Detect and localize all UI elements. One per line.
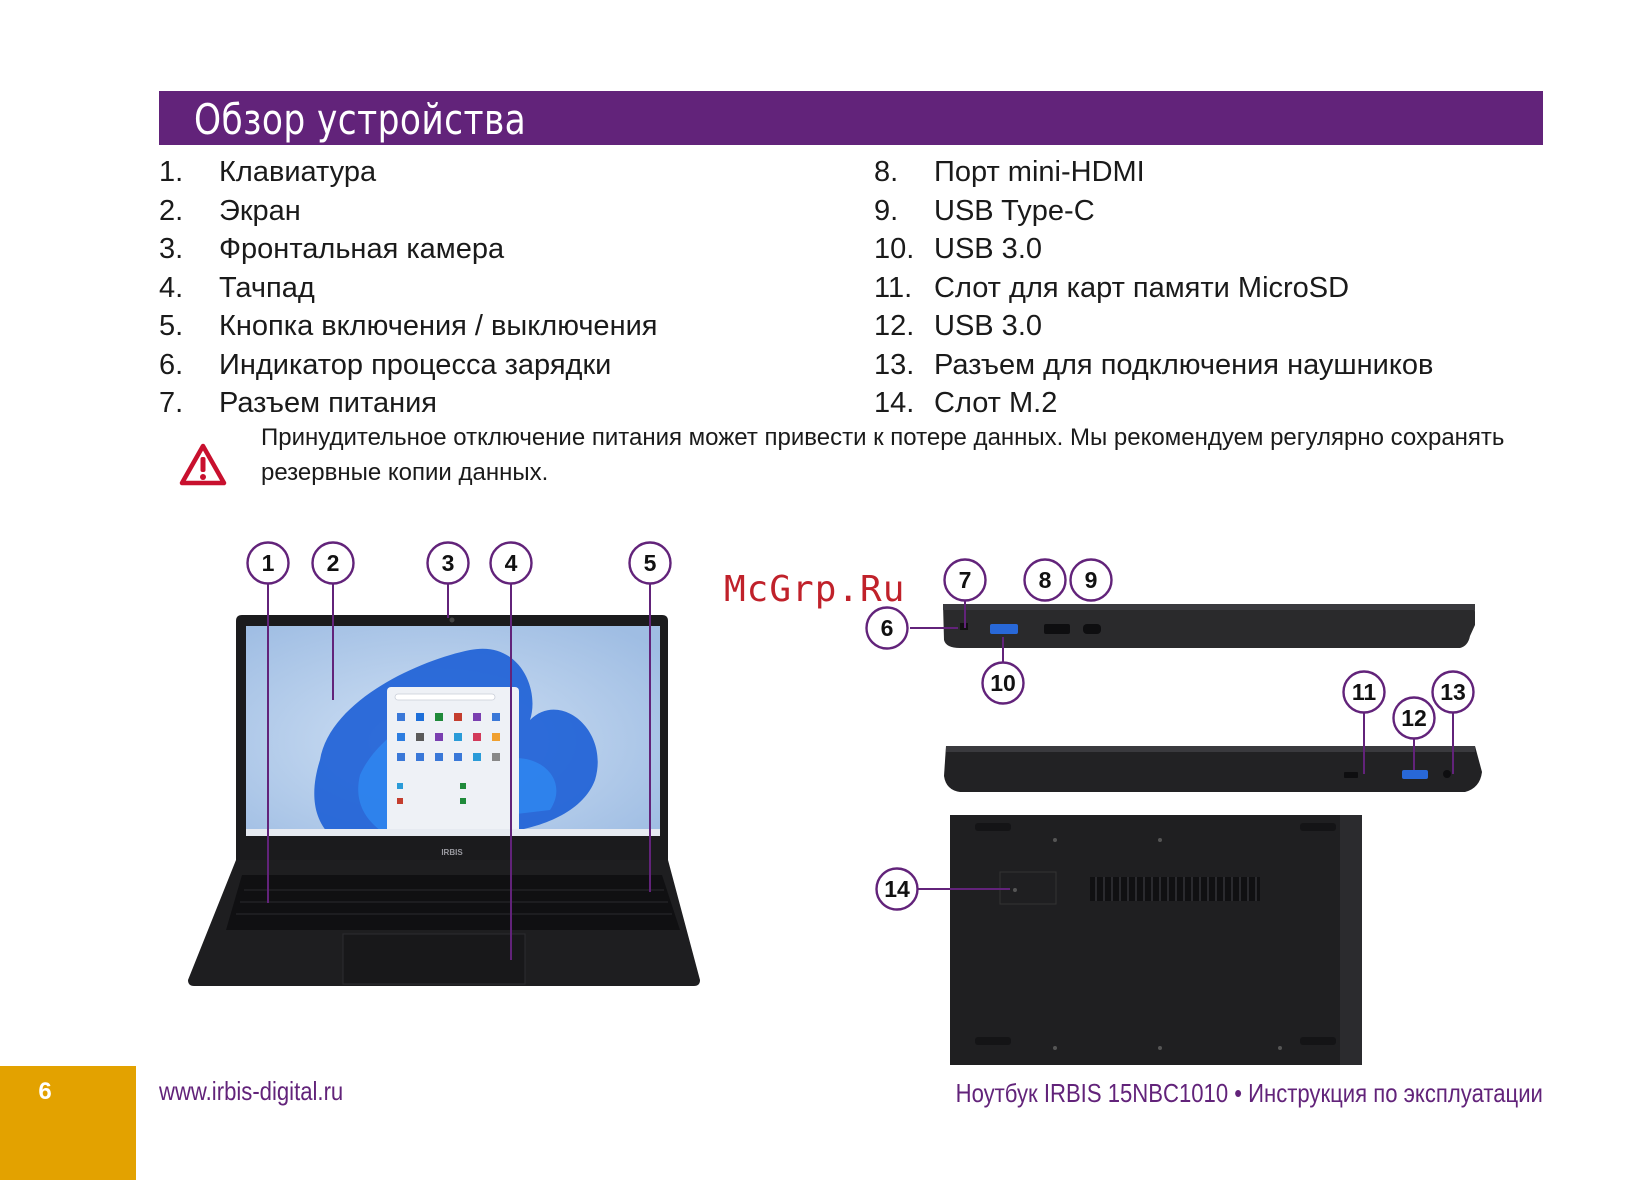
- svg-text:8: 8: [1038, 567, 1052, 593]
- callout-2: [313, 543, 354, 584]
- item-label: Клавиатура: [219, 156, 377, 188]
- item-number: 10.: [874, 233, 915, 265]
- warning-text: Принудительное отключение питания может привести к потере данных. Мы рекомендуем регулярно сохранять резервные копии данных.: [261, 424, 1505, 486]
- item-label: Разъем для подключения наушников: [934, 348, 1434, 381]
- svg-text:7: 7: [958, 567, 972, 593]
- item-label: Экран: [219, 194, 301, 227]
- mini-hdmi-port: [1044, 624, 1070, 634]
- item-label: Слот для карт памяти MicroSD: [934, 271, 1350, 304]
- item-label: Индикатор процесса зарядки: [219, 348, 612, 381]
- laptop-left-side-view: [943, 604, 1475, 648]
- callout-6: [867, 608, 908, 649]
- page-number-block: [0, 1066, 136, 1180]
- item-number: 2.: [159, 194, 184, 227]
- website-link[interactable]: www.irbis-digital.ru: [159, 1076, 344, 1106]
- svg-text:1: 1: [261, 550, 275, 576]
- svg-text:9: 9: [1084, 567, 1098, 593]
- item-number: 3.: [159, 233, 184, 265]
- webcam: [450, 618, 455, 623]
- usb-type-c-port: [1083, 624, 1101, 634]
- svg-text:6: 6: [880, 615, 894, 641]
- item-label: Слот M.2: [934, 387, 1058, 419]
- svg-text:12: 12: [1401, 705, 1427, 731]
- headphone-jack: [1443, 770, 1451, 778]
- callout-13: [1433, 672, 1474, 713]
- laptop-right-side-view: [944, 746, 1482, 792]
- item-number: 5.: [159, 310, 184, 342]
- callout-10: [983, 663, 1024, 704]
- item-number: 11.: [874, 271, 913, 304]
- item-number: 14.: [874, 387, 915, 419]
- item-label: USB 3.0: [934, 310, 1042, 342]
- svg-text:13: 13: [1440, 679, 1466, 705]
- svg-text:10: 10: [990, 670, 1016, 696]
- laptop-front-view: [188, 615, 700, 986]
- item-number: 6.: [159, 348, 184, 381]
- item-number: 7.: [159, 387, 184, 419]
- microsd-slot: [1344, 772, 1358, 778]
- item-number: 13.: [874, 348, 915, 381]
- watermark-text: McGrp.Ru: [724, 569, 906, 610]
- svg-text:2: 2: [326, 550, 340, 576]
- item-number: 9.: [874, 194, 899, 227]
- page-title: Обзор устройства: [194, 95, 527, 144]
- taskbar: [246, 829, 660, 836]
- callout-5: [630, 543, 671, 584]
- item-label: Разъем питания: [219, 387, 437, 419]
- svg-text:5: 5: [643, 550, 657, 576]
- callout-9: [1071, 560, 1112, 601]
- usb-3-port-left: [990, 624, 1018, 634]
- callout-14: [877, 869, 918, 910]
- page-number: 6: [38, 1078, 52, 1105]
- svg-text:4: 4: [504, 550, 518, 576]
- laptop-bottom-view: [950, 815, 1362, 1065]
- item-number: 8.: [874, 156, 899, 188]
- svg-text:3: 3: [441, 550, 455, 576]
- svg-text:14: 14: [884, 876, 910, 902]
- touchpad: [343, 934, 525, 984]
- item-label: Тачпад: [219, 271, 315, 304]
- item-label: Порт mini-HDMI: [934, 156, 1145, 188]
- callout-1: [248, 543, 289, 584]
- usb-3-port-right: [1402, 770, 1428, 779]
- svg-text:11: 11: [1351, 679, 1377, 705]
- item-number: 12.: [874, 310, 915, 342]
- item-number: 1.: [159, 156, 184, 188]
- item-number: 4.: [159, 271, 184, 304]
- callout-7: [945, 560, 986, 601]
- item-label: Фронтальная камера: [219, 233, 505, 265]
- callout-12: [1394, 698, 1435, 739]
- item-label: Кнопка включения / выключения: [219, 310, 658, 342]
- document-title: Ноутбук IRBIS 15NBC1010 • Инструкция по эксплуатации: [955, 1078, 1543, 1108]
- item-label: USB 3.0: [934, 233, 1042, 265]
- callout-4: [491, 543, 532, 584]
- callout-3: [428, 543, 469, 584]
- item-label: USB Type-C: [934, 194, 1095, 227]
- callout-8: [1025, 560, 1066, 601]
- callout-11: [1344, 672, 1385, 713]
- svg-text:IRBIS: IRBIS: [441, 848, 463, 857]
